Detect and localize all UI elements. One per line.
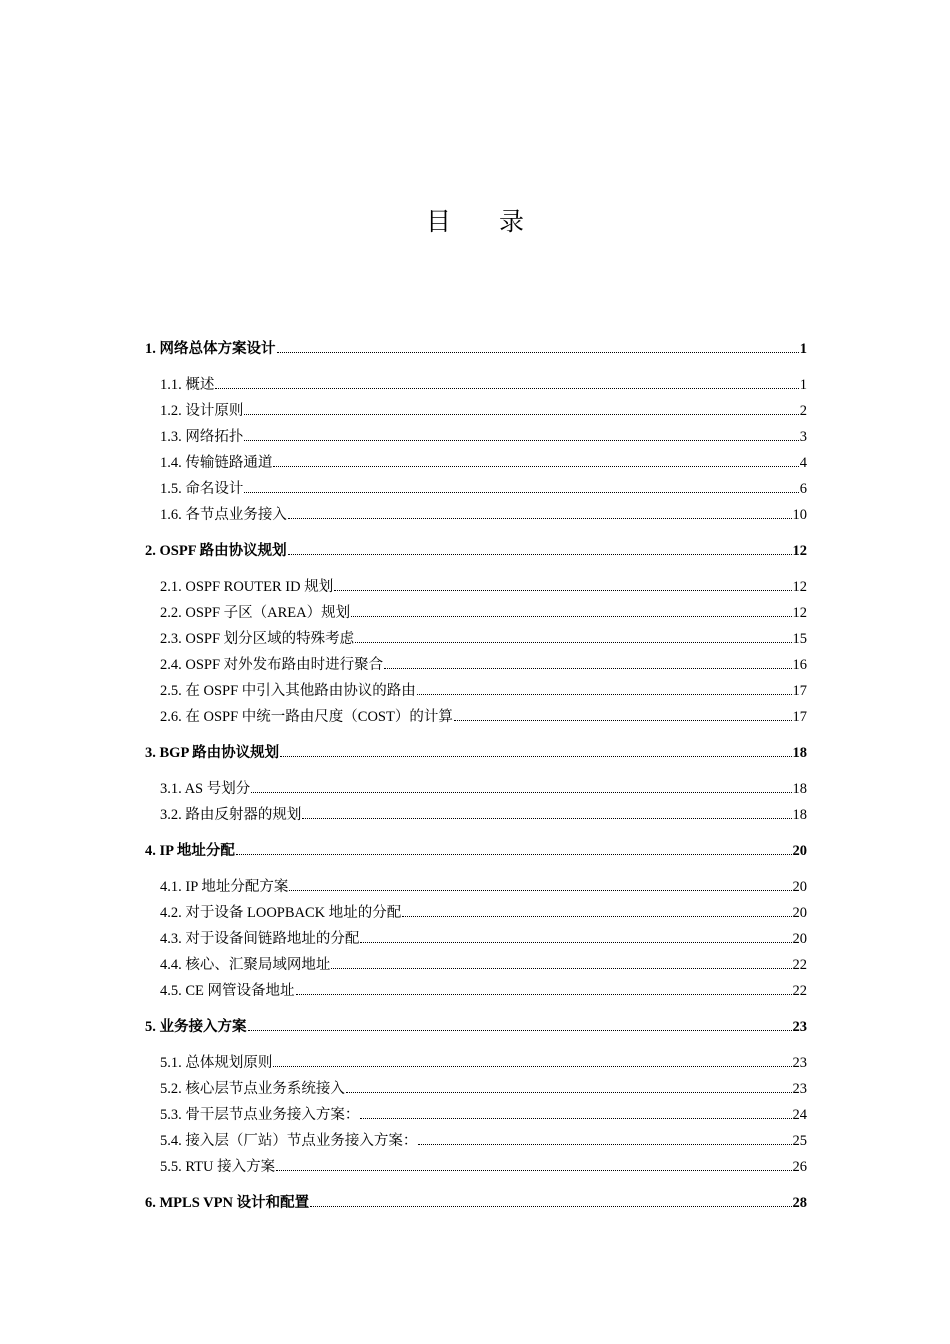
toc-section-entry[interactable] xyxy=(145,424,807,450)
toc-dot-leader xyxy=(296,994,792,995)
toc-entry-label: 3.2. 路由反射器的规划 xyxy=(160,807,302,823)
toc-page-number: 12 xyxy=(792,543,807,559)
toc-page-number: 22 xyxy=(792,983,807,999)
toc-entry-label: 2.3. OSPF 划分区域的特殊考虑 xyxy=(160,631,355,647)
toc-dot-leader xyxy=(280,756,791,757)
toc-page-number: 22 xyxy=(792,957,807,973)
toc-entry-label: 5.3. 骨干层节点业务接入方案： xyxy=(160,1107,360,1123)
toc-page-number: 28 xyxy=(792,1195,807,1211)
toc-entry-label: 3.1. AS 号划分 xyxy=(160,781,251,797)
toc-section-entry[interactable] xyxy=(145,626,807,652)
toc-section-entry[interactable] xyxy=(145,978,807,1004)
toc-dot-leader xyxy=(346,1092,792,1093)
toc-page-number: 20 xyxy=(792,879,807,895)
toc-entry-label: 6. MPLS VPN 设计和配置 xyxy=(145,1195,310,1211)
toc-section-entry[interactable] xyxy=(145,1076,807,1102)
toc-section-entry[interactable] xyxy=(145,1128,807,1154)
toc-section-entry[interactable] xyxy=(145,450,807,476)
toc-page-number: 16 xyxy=(792,657,807,673)
toc-chapter-entry[interactable] xyxy=(145,1014,807,1040)
toc-section-entry[interactable] xyxy=(145,1154,807,1180)
toc-entry-label: 1.6. 各节点业务接入 xyxy=(160,507,287,523)
toc-entry-label: 4.1. IP 地址分配方案 xyxy=(160,879,289,895)
toc-chapter-entry[interactable] xyxy=(145,740,807,766)
toc-dot-leader xyxy=(402,916,791,917)
title-char-2: 录 xyxy=(499,209,525,236)
toc-page-number: 10 xyxy=(792,507,807,523)
toc-dot-leader xyxy=(331,968,791,969)
toc-page-number: 3 xyxy=(799,429,807,445)
toc-entry-label: 1.1. 概述 xyxy=(160,377,215,393)
toc-dot-leader xyxy=(276,1170,791,1171)
toc-entry-label: 1.3. 网络拓扑 xyxy=(160,429,244,445)
toc-page-number: 4 xyxy=(799,455,807,471)
toc-entry-label: 4.4. 核心、汇聚局域网地址 xyxy=(160,957,331,973)
toc-page-number: 23 xyxy=(792,1081,807,1097)
toc-section-entry[interactable] xyxy=(145,704,807,730)
toc-page-number: 17 xyxy=(792,683,807,699)
toc-dot-leader xyxy=(310,1206,791,1207)
toc-entry-label: 2.4. OSPF 对外发布路由时进行聚合 xyxy=(160,657,384,673)
toc-page-number: 20 xyxy=(792,905,807,921)
toc-dot-leader xyxy=(288,554,792,555)
toc-section-entry[interactable] xyxy=(145,1102,807,1128)
toc-page-number: 18 xyxy=(792,781,807,797)
toc-entry-label: 5. 业务接入方案 xyxy=(145,1019,247,1035)
toc-entry-label: 1. 网络总体方案设计 xyxy=(145,341,276,357)
toc-dot-leader xyxy=(302,818,791,819)
toc-section-entry[interactable] xyxy=(145,502,807,528)
toc-page-number: 24 xyxy=(792,1107,807,1123)
toc-section-entry[interactable] xyxy=(145,1050,807,1076)
toc-page-number: 18 xyxy=(792,807,807,823)
toc-page-number: 20 xyxy=(792,843,807,859)
toc-entry-label: 1.2. 设计原则 xyxy=(160,403,244,419)
toc-page-number: 12 xyxy=(792,605,807,621)
toc-section-entry[interactable] xyxy=(145,372,807,398)
toc-chapter-entry[interactable] xyxy=(145,336,807,362)
toc-dot-leader xyxy=(244,440,798,441)
toc-chapter-entry[interactable] xyxy=(145,838,807,864)
toc-page-number: 1 xyxy=(799,341,807,357)
toc-dot-leader xyxy=(384,668,791,669)
toc-dot-leader xyxy=(251,792,791,793)
toc-page-number: 15 xyxy=(792,631,807,647)
toc-page-number: 1 xyxy=(799,377,807,393)
toc-entry-label: 5.5. RTU 接入方案 xyxy=(160,1159,276,1175)
toc-dot-leader xyxy=(244,492,798,493)
toc-entry-label: 4. IP 地址分配 xyxy=(145,843,235,859)
toc-dot-leader xyxy=(244,414,798,415)
toc-dot-leader xyxy=(418,1144,791,1145)
toc-page-number: 26 xyxy=(792,1159,807,1175)
toc-page-number: 17 xyxy=(792,709,807,725)
toc-section-entry[interactable] xyxy=(145,678,807,704)
toc-dot-leader xyxy=(360,1118,791,1119)
toc-entry-label: 1.5. 命名设计 xyxy=(160,481,244,497)
toc-entry-label: 2. OSPF 路由协议规划 xyxy=(145,543,287,559)
toc-section-entry[interactable] xyxy=(145,776,807,802)
toc-section-entry[interactable] xyxy=(145,652,807,678)
toc-section-entry[interactable] xyxy=(145,574,807,600)
toc-page-number: 12 xyxy=(792,579,807,595)
toc-page-number: 20 xyxy=(792,931,807,947)
toc-chapter-entry[interactable] xyxy=(145,538,807,564)
toc-section-entry[interactable] xyxy=(145,926,807,952)
toc-chapter-entry[interactable] xyxy=(145,1190,807,1216)
toc-dot-leader xyxy=(289,890,791,891)
toc-entry-label: 5.2. 核心层节点业务系统接入 xyxy=(160,1081,345,1097)
toc-page-number: 6 xyxy=(799,481,807,497)
toc-dot-leader xyxy=(360,942,791,943)
toc-dot-leader xyxy=(236,854,792,855)
toc-section-entry[interactable] xyxy=(145,802,807,828)
toc-entry-label: 4.5. CE 网管设备地址 xyxy=(160,983,295,999)
toc-dot-leader xyxy=(334,590,791,591)
toc-dot-leader xyxy=(288,518,792,519)
title-char-1: 目 xyxy=(425,209,451,236)
toc-entry-label: 2.6. 在 OSPF 中统一路由尺度（COST）的计算 xyxy=(160,709,453,725)
toc-page-number: 23 xyxy=(792,1019,807,1035)
toc-dot-leader xyxy=(273,1066,791,1067)
toc-dot-leader xyxy=(454,720,792,721)
toc-dot-leader xyxy=(355,642,791,643)
toc-page-number: 2 xyxy=(799,403,807,419)
toc-dot-leader xyxy=(351,616,791,617)
toc-dot-leader xyxy=(215,388,798,389)
toc-page-number: 25 xyxy=(792,1133,807,1149)
toc-section-entry[interactable] xyxy=(145,398,807,424)
toc-entry-label: 5.4. 接入层（厂站）节点业务接入方案： xyxy=(160,1133,418,1149)
page-title xyxy=(0,202,950,238)
toc-dot-leader xyxy=(277,352,799,353)
toc-section-entry[interactable] xyxy=(145,952,807,978)
toc-section-entry[interactable] xyxy=(145,900,807,926)
toc-entry-label: 2.5. 在 OSPF 中引入其他路由协议的路由 xyxy=(160,683,416,699)
table-of-contents xyxy=(145,336,807,1216)
toc-entry-label: 2.2. OSPF 子区（AREA）规划 xyxy=(160,605,351,621)
toc-entry-label: 3. BGP 路由协议规划 xyxy=(145,745,280,761)
toc-entry-label: 4.2. 对于设备 LOOPBACK 地址的分配 xyxy=(160,905,402,921)
toc-dot-leader xyxy=(273,466,798,467)
toc-entry-label: 4.3. 对于设备间链路地址的分配 xyxy=(160,931,360,947)
toc-page-number: 18 xyxy=(792,745,807,761)
toc-entry-label: 1.4. 传输链路通道 xyxy=(160,455,273,471)
toc-entry-label: 5.1. 总体规划原则 xyxy=(160,1055,273,1071)
toc-dot-leader xyxy=(248,1030,792,1031)
toc-page-number: 23 xyxy=(792,1055,807,1071)
toc-section-entry[interactable] xyxy=(145,874,807,900)
toc-entry-label: 2.1. OSPF ROUTER ID 规划 xyxy=(160,579,334,595)
toc-section-entry[interactable] xyxy=(145,600,807,626)
toc-dot-leader xyxy=(417,694,792,695)
toc-section-entry[interactable] xyxy=(145,476,807,502)
